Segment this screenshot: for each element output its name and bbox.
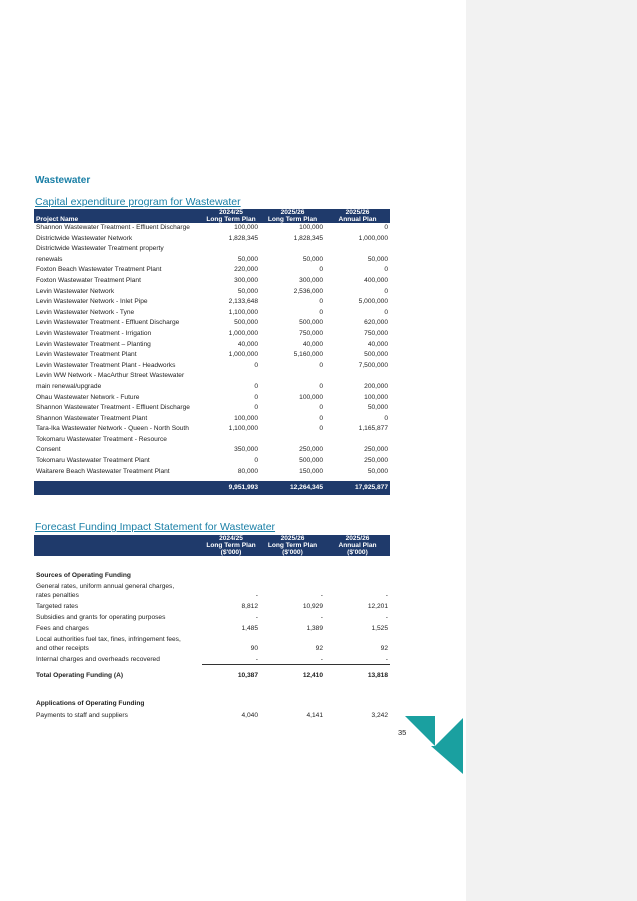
value-cell [202, 244, 260, 255]
table-row [34, 622, 390, 633]
table-row [34, 276, 390, 287]
project-name-cell: Levin Wastewater Network - Tyne [36, 308, 135, 316]
table-row [34, 403, 390, 414]
row-label [34, 653, 202, 664]
project-name-cell: Districtwide Wastewater Treatment property [36, 245, 164, 253]
total-cell: 9,951,993 [202, 481, 260, 495]
capex-table [34, 209, 390, 495]
value-cell: 250,000 [364, 446, 388, 454]
value-cell: 0 [254, 382, 258, 390]
row-label-text: Applications of Operating Funding [36, 700, 145, 707]
value-cell: 50,000 [302, 255, 323, 263]
capex-header-4b: Annual Plan [325, 216, 390, 223]
value-cell: 2,536,000 [293, 287, 323, 295]
table-row [34, 265, 390, 276]
project-name-cell: Levin Wastewater Treatment - Effluent Discharge [36, 319, 180, 327]
capex-header-4a: 2025/26 [325, 209, 390, 216]
page-number: 35 [398, 728, 407, 737]
value-cell: 1,525 [371, 625, 388, 632]
table-row [34, 467, 390, 478]
project-name-cell: Levin Wastewater Network - Inlet Pipe [36, 298, 148, 306]
value-cell: - [255, 592, 258, 599]
row-label-text: and other receipts [36, 645, 89, 652]
value-cell: - [385, 592, 388, 599]
value-cell: 750,000 [299, 329, 323, 337]
table-row [34, 255, 390, 266]
funding-title: Forecast Funding Impact Statement for Wastewater [35, 521, 276, 533]
row-label-text: Payments to staff and suppliers [36, 712, 128, 719]
capex-header-3a: 2025/26 [260, 209, 325, 216]
row-label-text: Local authorities fuel tax, fines, infringement fees, [36, 636, 181, 643]
table-row [34, 371, 390, 382]
table-row [34, 329, 390, 340]
section-heading: Wastewater [35, 175, 91, 186]
project-name-cell: Ohau Wastewater Network - Future [36, 393, 140, 401]
fund-header-3a: 2025/26 [325, 535, 390, 542]
value-cell: 300,000 [234, 276, 258, 284]
value-cell: - [320, 592, 323, 599]
project-name-cell: Levin Wastewater Network [36, 287, 115, 295]
value-cell: 5,000,000 [358, 298, 388, 306]
comment-sidebar [466, 0, 637, 901]
table-row [34, 435, 390, 446]
value-cell: 0 [384, 287, 388, 295]
value-cell: 100,000 [364, 393, 388, 401]
row-label-text: Internal charges and overheads recovered [36, 656, 160, 663]
value-cell: 50,000 [367, 255, 388, 263]
fund-header-2b: Long Term Plan [260, 542, 325, 549]
row-label [34, 622, 202, 633]
value-cell [202, 435, 260, 446]
table-row [34, 708, 390, 720]
value-cell: 8,812 [241, 603, 258, 610]
value-cell: 40,000 [237, 340, 258, 348]
value-cell: 1,828,345 [228, 234, 258, 242]
value-cell: 500,000 [364, 351, 388, 359]
value-cell: 2,133,648 [228, 298, 258, 306]
value-cell [325, 690, 390, 708]
value-cell: 0 [254, 361, 258, 369]
value-cell [260, 690, 325, 708]
project-name-cell: Levin Wastewater Treatment Plant [36, 351, 137, 359]
total-row [34, 664, 390, 680]
value-cell [260, 371, 325, 382]
value-cell: 150,000 [299, 467, 323, 475]
value-cell: 80,000 [237, 467, 258, 475]
value-cell: 1,389 [306, 625, 323, 632]
table-row [34, 340, 390, 351]
value-cell: 220,000 [234, 266, 258, 274]
value-cell: - [385, 614, 388, 621]
row-label [34, 664, 202, 680]
capex-header-3b: Long Term Plan [260, 216, 325, 223]
value-cell: 13,818 [325, 664, 390, 680]
value-cell: 92 [380, 645, 388, 652]
table-row [34, 234, 390, 245]
value-cell: 0 [319, 266, 323, 274]
council-logo-icon [405, 716, 463, 774]
project-name-cell: Tokomaru Wastewater Treatment - Resource [36, 435, 167, 443]
section-row [34, 690, 390, 708]
row-label [34, 690, 202, 708]
row-label-text: Subsidies and grants for operating purposes [36, 614, 166, 621]
value-cell: 100,000 [234, 224, 258, 231]
project-name-cell: Levin Wastewater Treatment Plant - Headworks [36, 361, 176, 369]
value-cell: - [320, 614, 323, 621]
project-name-cell: Shannon Wastewater Treatment - Effluent Discharge [36, 404, 190, 412]
value-cell [325, 244, 390, 255]
value-cell: 7,500,000 [358, 361, 388, 369]
capex-header-1a [34, 209, 202, 216]
value-cell: 50,000 [367, 467, 388, 475]
fund-header-2c: ($'000) [260, 549, 325, 556]
fund-header-3b: Annual Plan [325, 542, 390, 549]
row-label [34, 611, 202, 622]
value-cell: 1,000,000 [228, 329, 258, 337]
row-label-text: General rates, uniform annual general charges, [36, 583, 175, 590]
value-cell: 5,160,000 [293, 351, 323, 359]
project-name-cell: Shannon Wastewater Treatment - Effluent Discharge [36, 224, 190, 231]
table-row [34, 297, 390, 308]
value-cell [202, 690, 260, 708]
row-label-text: Fees and charges [36, 625, 89, 632]
value-cell: 0 [319, 414, 323, 422]
fund-header-1c: ($'000) [202, 549, 260, 556]
value-cell: 1,485 [241, 625, 258, 632]
total-cell: 17,925,877 [325, 481, 390, 495]
total-cell: 12,264,345 [260, 481, 325, 495]
value-cell: 0 [254, 457, 258, 465]
capex-title: Capital expenditure program for Wastewater [35, 196, 241, 208]
project-name-cell: Tara-Ika Wastewater Network - Queen - North South [36, 425, 189, 433]
value-cell: 300,000 [299, 276, 323, 284]
value-cell: 0 [254, 404, 258, 412]
value-cell: 200,000 [364, 382, 388, 390]
value-cell: 1,828,345 [293, 234, 323, 242]
table-row [34, 424, 390, 435]
table-row [34, 653, 390, 664]
value-cell [202, 562, 260, 580]
project-name-cell: Consent [36, 446, 61, 454]
value-cell: 50,000 [367, 404, 388, 412]
value-cell [260, 244, 325, 255]
table-row [34, 287, 390, 298]
table-row [34, 318, 390, 329]
table-row [34, 633, 390, 653]
value-cell: 1,000,000 [228, 351, 258, 359]
capex-header-2b: Long Term Plan [202, 216, 260, 223]
value-cell: 40,000 [302, 340, 323, 348]
value-cell: 4,141 [306, 712, 323, 719]
table-row [34, 382, 390, 393]
value-cell: 40,000 [367, 340, 388, 348]
value-cell: 0 [319, 361, 323, 369]
table-row [34, 580, 390, 600]
table-row [34, 308, 390, 319]
value-cell: 12,410 [260, 664, 325, 680]
row-label-text: Targeted rates [36, 603, 79, 610]
value-cell: 10,387 [202, 664, 260, 680]
project-name-cell: Levin Wastewater Treatment - Irrigation [36, 329, 152, 337]
funding-table [34, 535, 390, 720]
capex-header-project: Project Name [34, 216, 202, 223]
row-label [34, 600, 202, 611]
value-cell: 0 [384, 224, 388, 231]
row-label-text: Sources of Operating Funding [36, 572, 131, 579]
value-cell: - [320, 655, 323, 663]
project-name-cell: Shannon Wastewater Treatment Plant [36, 414, 148, 422]
value-cell [325, 562, 390, 580]
value-cell: 100,000 [234, 414, 258, 422]
value-cell: 500,000 [299, 457, 323, 465]
table-row [34, 414, 390, 425]
fund-header-1a: 2024/25 [202, 535, 260, 542]
value-cell [260, 562, 325, 580]
row-label [34, 580, 202, 600]
totals-row [34, 481, 390, 495]
value-cell: 4,040 [241, 712, 258, 719]
fund-header-1b: Long Term Plan [202, 542, 260, 549]
section-row [34, 562, 390, 580]
project-name-cell: main renewal/upgrade [36, 382, 102, 390]
value-cell: 400,000 [364, 276, 388, 284]
value-cell: - [385, 655, 388, 663]
value-cell: 90 [250, 645, 258, 652]
value-cell: 0 [384, 414, 388, 422]
value-cell [260, 435, 325, 446]
value-cell: 500,000 [299, 319, 323, 327]
value-cell: 100,000 [299, 224, 323, 231]
value-cell: 1,100,000 [228, 308, 258, 316]
row-label-text: Total Operating Funding (A) [36, 672, 124, 679]
table-row [34, 600, 390, 611]
row-label-text: rates penalties [36, 592, 79, 599]
value-cell: 50,000 [237, 255, 258, 263]
row-label [34, 633, 202, 653]
table-row [34, 393, 390, 404]
fund-header-2a: 2025/26 [260, 535, 325, 542]
table-row [34, 244, 390, 255]
capex-header-2a: 2024/25 [202, 209, 260, 216]
value-cell [202, 371, 260, 382]
value-cell: 50,000 [237, 287, 258, 295]
value-cell: 620,000 [364, 319, 388, 327]
row-label [34, 562, 202, 580]
value-cell: 250,000 [364, 457, 388, 465]
value-cell: 750,000 [364, 329, 388, 337]
total-cell [34, 481, 202, 495]
value-cell: 0 [254, 393, 258, 401]
value-cell: 3,242 [371, 712, 388, 719]
project-name-cell: renewals [36, 255, 63, 263]
table-row [34, 611, 390, 622]
value-cell: 1,000,000 [358, 234, 388, 242]
project-name-cell: Foxton Beach Wastewater Treatment Plant [36, 266, 162, 274]
value-cell: 0 [384, 266, 388, 274]
value-cell: 100,000 [299, 393, 323, 401]
table-row [34, 350, 390, 361]
row-label [34, 708, 202, 720]
table-row [34, 445, 390, 456]
value-cell: 92 [315, 645, 323, 652]
table-row [34, 456, 390, 467]
project-name-cell: Foxton Wastewater Treatment Plant [36, 276, 141, 284]
project-name-cell: Waitarere Beach Wastewater Treatment Plant [36, 467, 170, 475]
value-cell: 10,929 [302, 603, 323, 610]
value-cell: - [255, 655, 258, 663]
value-cell: 1,100,000 [228, 425, 258, 433]
fund-header-3c: ($'000) [325, 549, 390, 556]
project-name-cell: Districtwide Wastewater Network [36, 234, 133, 242]
value-cell [325, 435, 390, 446]
value-cell: 0 [319, 404, 323, 412]
table-row [34, 361, 390, 372]
value-cell: 0 [319, 298, 323, 306]
value-cell: 12,201 [367, 603, 388, 610]
value-cell [325, 371, 390, 382]
value-cell: 350,000 [234, 446, 258, 454]
value-cell: 250,000 [299, 446, 323, 454]
value-cell: 500,000 [234, 319, 258, 327]
value-cell: 0 [319, 382, 323, 390]
value-cell: 0 [319, 425, 323, 433]
project-name-cell: Levin WW Network - MacArthur Street Wastewater [36, 372, 185, 380]
value-cell: - [255, 614, 258, 621]
value-cell: 0 [319, 308, 323, 316]
value-cell: 0 [384, 308, 388, 316]
project-name-cell: Levin Wastewater Treatment – Planting [36, 340, 151, 348]
table-row [34, 223, 390, 234]
value-cell: 1,165,877 [358, 425, 388, 433]
project-name-cell: Tokomaru Wastewater Treatment Plant [36, 457, 150, 465]
